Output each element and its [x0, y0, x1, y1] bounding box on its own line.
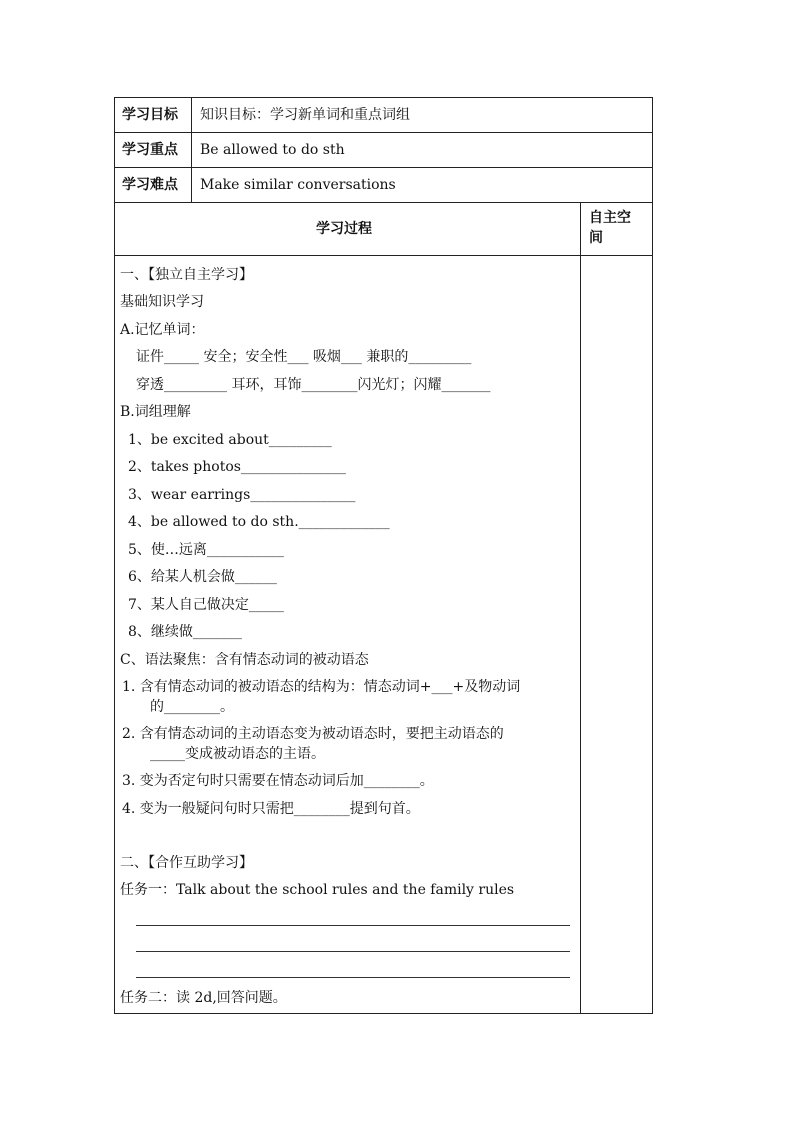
grammar-3: 3. 变为否定句时只需要在情态动词后加________。 — [122, 773, 434, 789]
row-content-goal: 知识目标：学习新单词和重点词组 — [200, 107, 410, 123]
row-divider — [114, 167, 653, 168]
table-border-bottom — [114, 1013, 653, 1014]
row-content-difficulty: Make similar conversations — [200, 177, 396, 193]
row-label-focus: 学习重点 — [122, 142, 178, 158]
vocab-line-1: 证件_____ 安全；安全性___ 吸烟___ 兼职的_________ — [136, 349, 472, 365]
grammar-1b: 的________。 — [150, 699, 234, 715]
task2: 任务二：读 2d,回答问题。 — [120, 990, 287, 1006]
task1: 任务一：Talk about the school rules and the family rules — [120, 882, 515, 898]
phrase-item: 3、wear earrings_______________ — [128, 487, 356, 503]
answer-line — [136, 925, 570, 926]
grammar-1a: 1. 含有情态动词的被动语态的结构为：情态动词+___+及物动词 — [122, 679, 521, 695]
table-border-left — [114, 97, 115, 1014]
row-divider — [114, 255, 653, 256]
row-label-goal: 学习目标 — [122, 107, 178, 123]
a-title: A.记忆单词： — [120, 322, 205, 338]
side-column-divider — [580, 202, 581, 1013]
c-title: C、语法聚焦：含有情态动词的被动语态 — [120, 652, 369, 668]
row-label-difficulty: 学习难点 — [122, 177, 178, 193]
phrase-item: 8、继续做_______ — [128, 624, 242, 640]
grammar-2b: _____变成被动语态的主语。 — [150, 746, 325, 762]
phrase-item: 7、某人自己做决定_____ — [128, 597, 284, 613]
phrase-item: 6、给某人机会做______ — [128, 569, 277, 585]
row-content-focus: Be allowed to do sth — [200, 142, 345, 158]
vocab-line-2: 穿透_________ 耳环，耳饰________闪光灯；闪耀_______ — [136, 377, 491, 393]
section1-title: 一、【独立自主学习】 — [120, 267, 253, 283]
phrase-item: 1、be excited about_________ — [128, 432, 332, 448]
label-column-divider — [191, 97, 192, 202]
phrase-item: 5、使…远离___________ — [128, 542, 284, 558]
side-header-line2: 间 — [589, 230, 603, 246]
row-divider — [114, 132, 653, 133]
process-header: 学习过程 — [316, 221, 372, 237]
row-divider — [114, 202, 653, 203]
answer-line — [136, 951, 570, 952]
answer-line — [136, 977, 570, 978]
lesson-plan-table — [114, 97, 653, 1014]
phrase-item: 2、takes photos_______________ — [128, 459, 346, 475]
side-header-line1: 自主空 — [589, 210, 631, 226]
basic-title: 基础知识学习 — [120, 294, 204, 310]
table-border-top — [114, 97, 653, 98]
section2-title: 二、【合作互助学习】 — [120, 855, 253, 871]
b-title: B.词组理解 — [120, 404, 191, 420]
table-border-right — [652, 97, 653, 1014]
grammar-2a: 2. 含有情态动词的主动语态变为被动语态时，要把主动语态的 — [122, 726, 504, 742]
phrase-item: 4、be allowed to do sth._____________ — [128, 514, 390, 530]
grammar-4: 4. 变为一般疑问句时只需把________提到句首。 — [122, 801, 420, 817]
